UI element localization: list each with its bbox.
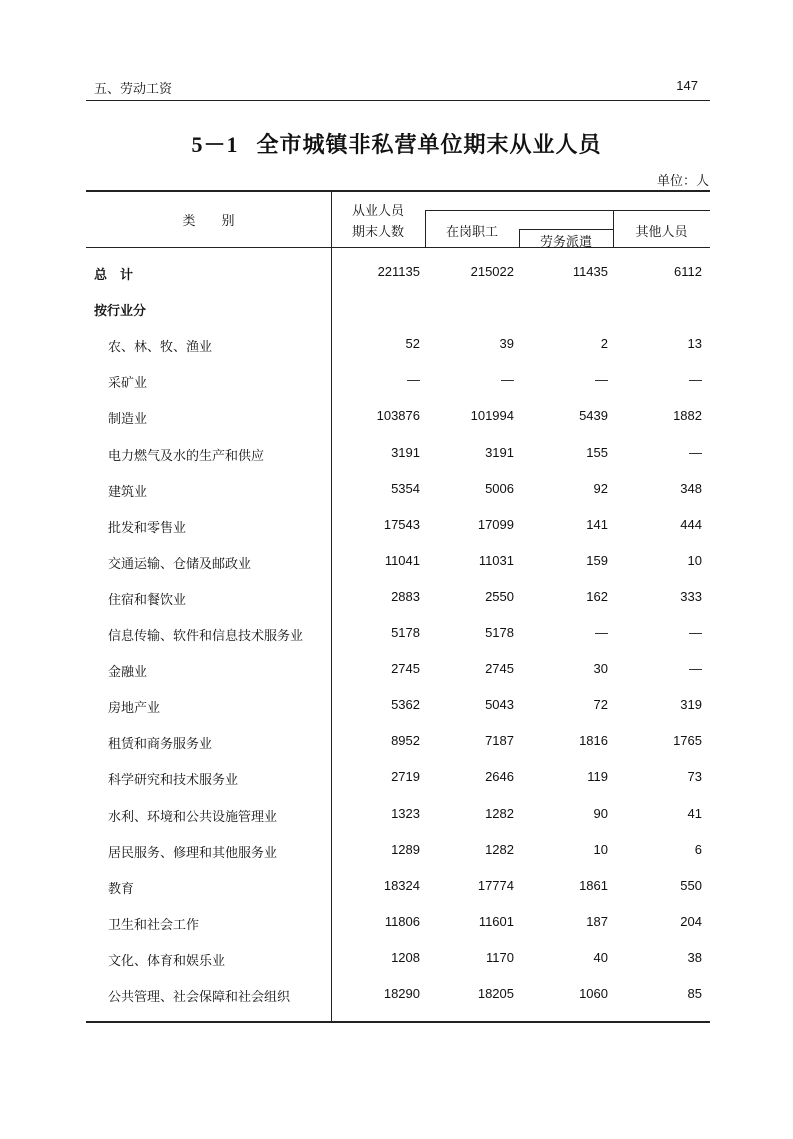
row-value-3: — xyxy=(595,625,608,640)
col-header-category: 类 别 xyxy=(182,214,235,229)
table-row xyxy=(86,950,710,970)
row-value-4: 348 xyxy=(680,480,702,496)
row-value-2: 2550 xyxy=(485,588,514,604)
row-value-2: 2745 xyxy=(485,661,514,677)
table-row xyxy=(86,769,710,789)
page-number: 147 xyxy=(676,78,698,93)
row-value-2: 1170 xyxy=(486,949,514,965)
row-value-2: 17774 xyxy=(477,877,514,893)
row-label: 采矿业 xyxy=(108,376,148,392)
row-value-3: — xyxy=(595,372,608,388)
row-value-1: 5362 xyxy=(391,697,420,713)
row-value-4: 38 xyxy=(687,949,702,965)
row-value-2: 39 xyxy=(499,336,514,352)
row-value-3: 159 xyxy=(586,552,608,568)
row-value-2: 11031 xyxy=(478,552,514,568)
row-value-4: 444 xyxy=(680,516,702,532)
row-value-4: 550 xyxy=(680,877,702,893)
table-row xyxy=(86,806,710,826)
row-value-1: 1208 xyxy=(391,949,420,965)
table-row xyxy=(86,625,710,645)
row-value-2: 1282 xyxy=(485,841,514,857)
row-value-1: 5178 xyxy=(391,625,420,640)
row-value-4: 6112 xyxy=(674,264,702,279)
row-label: 水利、环境和公共设施管理业 xyxy=(108,809,278,825)
col-header-total-line1: 从业人员 xyxy=(351,204,404,219)
table-bottom-rule xyxy=(86,1021,710,1023)
row-value-3: 11435 xyxy=(572,264,608,279)
row-value-4: 73 xyxy=(687,769,702,785)
row-value-1: 18324 xyxy=(383,877,420,893)
table-row xyxy=(86,986,710,1006)
row-value-1: 103876 xyxy=(376,408,420,424)
row-label: 公共管理、社会保障和社会组织 xyxy=(108,990,291,1005)
row-value-3: 141 xyxy=(586,516,608,532)
row-value-4: 204 xyxy=(680,913,702,929)
row-label: 文化、体育和娱乐业 xyxy=(108,953,226,969)
row-label: 金融业 xyxy=(108,665,148,681)
row-value-1: 11806 xyxy=(384,913,420,929)
row-label: 科学研究和技术服务业 xyxy=(108,773,239,789)
row-value-4: 41 xyxy=(687,805,702,821)
row-value-2: 5043 xyxy=(485,697,514,713)
row-value-3: 162 xyxy=(586,588,608,604)
row-value-3: 5439 xyxy=(579,408,608,424)
row-value-2: 5178 xyxy=(485,625,514,640)
row-value-1: 52 xyxy=(405,336,420,352)
row-value-1: 5354 xyxy=(391,480,420,496)
row-value-4: — xyxy=(689,661,702,677)
unit-label: 单位：人 xyxy=(656,174,709,189)
table-row xyxy=(86,481,710,501)
row-value-2: 3191 xyxy=(485,444,514,460)
row-value-4: 1882 xyxy=(673,408,702,424)
table-row xyxy=(86,445,710,465)
row-label: 电力燃气及水的生产和供应 xyxy=(108,448,265,464)
row-value-3: 187 xyxy=(586,913,608,929)
row-label: 租赁和商务服务业 xyxy=(108,737,213,753)
running-header xyxy=(86,78,710,101)
row-value-4: 85 xyxy=(687,986,702,1001)
row-value-2: — xyxy=(501,372,514,388)
row-label: 制造业 xyxy=(108,412,148,428)
dispatch-top-rule xyxy=(519,229,613,230)
row-label: 建筑业 xyxy=(108,484,148,500)
row-value-4: — xyxy=(689,372,702,388)
row-value-2: 1282 xyxy=(485,805,514,821)
row-label: 卫生和社会工作 xyxy=(108,917,200,933)
row-value-1: 2883 xyxy=(391,588,420,604)
row-value-3: 119 xyxy=(587,769,608,785)
row-label: 交通运输、仓储及邮政业 xyxy=(108,556,252,572)
row-value-1: — xyxy=(407,372,420,388)
row-value-2: 101994 xyxy=(470,408,514,424)
row-value-1: 18290 xyxy=(383,986,420,1001)
row-value-4: 319 xyxy=(680,697,702,713)
row-value-3: 30 xyxy=(593,661,608,677)
table-row xyxy=(86,264,710,284)
row-value-3: 1861 xyxy=(579,877,608,893)
row-value-4: 13 xyxy=(687,336,702,352)
row-value-2: 11601 xyxy=(478,913,514,929)
table-row xyxy=(86,589,710,609)
header-span-rule xyxy=(425,210,710,211)
row-value-2: 18205 xyxy=(477,986,514,1001)
row-label: 批发和零售业 xyxy=(108,520,187,536)
row-value-1: 3191 xyxy=(391,444,420,460)
row-value-2: 7187 xyxy=(485,733,514,749)
table-top-rule xyxy=(86,190,710,192)
table-number: 5－1 xyxy=(191,132,239,157)
row-value-4: — xyxy=(689,444,702,460)
col-header-other: 其他人员 xyxy=(635,225,688,240)
table-row xyxy=(86,842,710,862)
section-title: 五、劳动工资 xyxy=(94,82,173,97)
table-row xyxy=(86,733,710,753)
header-bottom-rule xyxy=(86,247,710,248)
row-label: 按行业分 xyxy=(94,304,147,320)
col-header-onpost: 在岗职工 xyxy=(445,225,498,240)
row-value-3: 1060 xyxy=(579,986,608,1001)
row-value-2: 17099 xyxy=(477,516,514,532)
table-row xyxy=(86,553,710,573)
table-title xyxy=(0,128,793,159)
row-value-1: 1323 xyxy=(391,805,420,821)
row-value-4: 10 xyxy=(687,552,702,568)
row-value-4: 333 xyxy=(680,588,702,604)
row-value-4: 1765 xyxy=(673,733,702,749)
row-value-1: 2719 xyxy=(391,769,420,785)
table-row xyxy=(86,517,710,537)
row-value-1: 17543 xyxy=(383,516,420,532)
row-value-1: 221135 xyxy=(377,264,420,279)
row-value-1: 1289 xyxy=(391,841,420,857)
row-value-3: 10 xyxy=(593,841,608,857)
row-value-3: 40 xyxy=(593,949,608,965)
row-value-1: 11041 xyxy=(384,552,420,568)
row-label: 信息传输、软件和信息技术服务业 xyxy=(108,629,304,644)
row-value-2: 215022 xyxy=(470,264,514,279)
row-label: 教育 xyxy=(108,881,135,897)
row-value-4: 6 xyxy=(694,841,702,857)
col-header-dispatch: 劳务派遣 xyxy=(539,235,592,250)
row-value-3: 1816 xyxy=(579,733,608,749)
table-row xyxy=(86,336,710,356)
row-value-3: 2 xyxy=(600,336,608,352)
col-header-total-line2: 期末人数 xyxy=(351,225,404,240)
row-value-1: 8952 xyxy=(391,733,420,749)
row-label: 住宿和餐饮业 xyxy=(108,592,187,608)
row-value-3: 90 xyxy=(593,805,608,821)
row-value-2: 2646 xyxy=(485,769,514,785)
row-value-2: 5006 xyxy=(485,480,514,496)
table-row xyxy=(86,878,710,898)
row-label: 总 计 xyxy=(94,268,134,283)
row-label: 居民服务、修理和其他服务业 xyxy=(108,845,278,861)
employment-table xyxy=(86,190,710,1022)
table-row xyxy=(86,300,710,320)
row-value-3: 155 xyxy=(586,444,608,460)
row-label: 房地产业 xyxy=(108,701,161,717)
table-row xyxy=(86,372,710,392)
row-value-3: 92 xyxy=(593,480,608,496)
row-label: 农、林、牧、渔业 xyxy=(108,340,213,356)
table-row xyxy=(86,661,710,681)
table-row xyxy=(86,408,710,428)
row-value-4: — xyxy=(689,625,702,640)
table-row xyxy=(86,697,710,717)
row-value-1: 2745 xyxy=(391,661,420,677)
table-title-text: 全市城镇非私营单位期末从业人员 xyxy=(256,133,602,158)
row-value-3: 72 xyxy=(593,697,608,713)
table-row xyxy=(86,914,710,934)
